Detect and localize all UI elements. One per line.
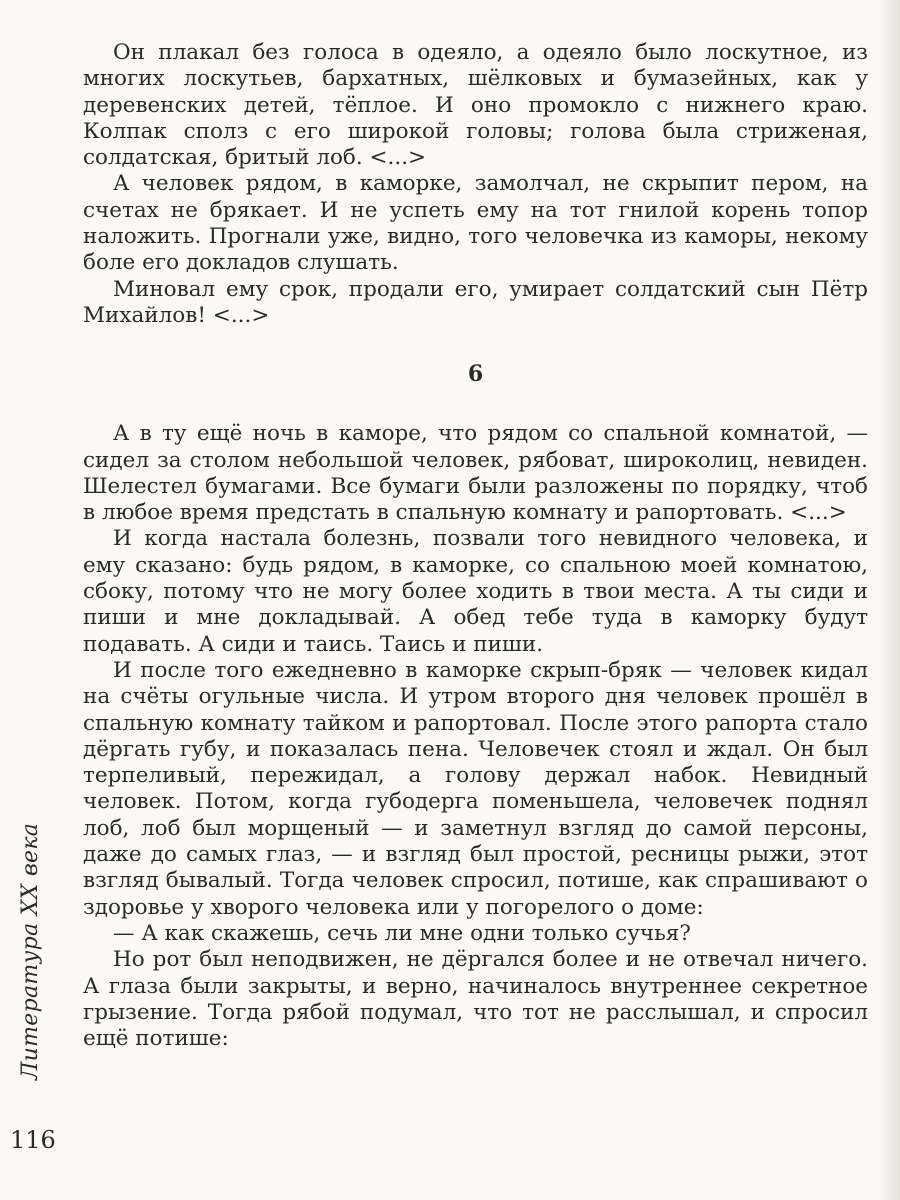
page-edge-shadow bbox=[878, 0, 900, 1200]
paragraph-6: И после того ежедневно в каморке скрып-бряк — человек кидал на счёты огульные числа. И утром второго дня человек прошёл в спальную комнату тайком и рапортовал. После этого рапорта стало дёргать губу, и показалась пена. Человечек стоял и ждал. Он был терпеливый, пережидал, а голову держал набок. Невидный человек. Потом, когда губодерга поменьшела, человечек поднял лоб, лоб был морщеный — и заметнул взгляд до самой персоны, даже до самых глаз, — и взгляд был простой, ресницы рыжи, этот взгляд бывалый. Тогда человек спросил, потише, как спрашивают о здоровье у хворого человека или у погорелого о доме: bbox=[83, 657, 868, 920]
paragraph-8: Но рот был неподвижен, не дёргался более и не отвечал ничего. А глаза были закрыты, и верно, начиналось внутреннее секретное грызение. Тогда рябой подумал, что тот не расслышал, и спросил ещё потише: bbox=[83, 947, 868, 1052]
main-text-column bbox=[83, 40, 868, 1052]
paragraph-4: А в ту ещё ночь в каморе, что рядом со спальной комнатой, — сидел за столом небольшой человек, рябоват, широколиц, невиден. Шелестел бумагами. Все бумаги были разложены по порядку, чтоб в любое время предстать в спальную комнату и рапортовать. <...> bbox=[83, 421, 868, 526]
paragraph-3: Миновал ему срок, продали его, умирает солдатский сын Пётр Михайлов! <...> bbox=[83, 276, 868, 328]
page-number: 116 bbox=[10, 1126, 56, 1154]
section-number: 6 bbox=[467, 361, 484, 388]
paragraph-1: Он плакал без голоса в одеяло, а одеяло было лоскутное, из многих лоскутьев, бархатных, шёлковых и бумазейных, как у деревенских детей, тёплое. И оно промокло с нижнего краю. Колпак сполз с его широкой головы; голова была стриженая, солдатская, бритый лоб. <...> bbox=[83, 40, 868, 171]
paragraph-5: И когда настала болезнь, позвали того невидного человека, и ему сказано: будь рядом, в каморке, со спальною моей комнатою, сбоку, потому что не могу более ходить в твои места. А ты сиди и пиши и мне докладывай. А обед тебе туда в каморку будут подавать. А сиди и таись. Таись и пиши. bbox=[83, 526, 868, 657]
running-head: Литература XX века bbox=[18, 822, 43, 1080]
paragraph-2: А человек рядом, в каморке, замолчал, не скрыпит пером, на счетах не брякает. И не успеть ему на тот гнилой корень топор наложить. Прогнали уже, видно, того человечка из каморы, некому боле его докладов слушать. bbox=[83, 171, 868, 276]
paragraph-7: — А как скажешь, сечь ли мне одни только сучья? bbox=[113, 920, 691, 946]
